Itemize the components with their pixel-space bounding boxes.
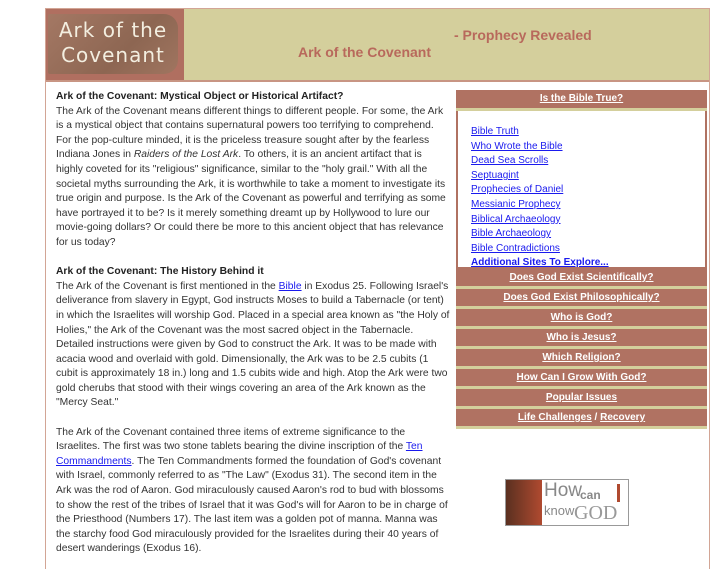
separator: /: [594, 412, 598, 423]
sidebar-link[interactable]: Septuagint: [471, 169, 519, 181]
text: The Ark of the Covenant contained three items of extreme significance to the Israelites. The first was two stone tablets bearing the divine inscription of the: [56, 426, 406, 453]
nav-button: [456, 289, 707, 309]
nav-link[interactable]: Which Religion?: [542, 352, 621, 363]
text: The Ark of the Covenant means different things to different people. For some, the Ark is a mystical object that contains supernatural powers too terrifying to comprehend. For the pop-culture minded, it is the priceless treasure sought after by the fearless Indiana Jones in: [56, 105, 444, 161]
banner-text: can: [580, 488, 601, 502]
nav-button: [456, 369, 707, 389]
paragraph: [56, 426, 451, 557]
nav-button: [456, 409, 707, 429]
logo-text: Ark of the Covenant: [48, 14, 178, 74]
sidebar-link[interactable]: Bible Contradictions: [471, 242, 560, 254]
text: . To others, it is an ancient artifact that is highly coveted for its "religious" significance, similar to the "holy grail." With all the societal myths surrounding the Ark, it is worthwhile to take a moment to investigate its true origin and purpose. Is the Ark of the Covenant as powerful and terrifying as some have portrayed it to be? Is it merely something dreamt up by Hollywood to lure our movie-going dollars? Or could there be more to this ancient object that has relevance for us today?: [56, 149, 446, 248]
life-challenges-link[interactable]: Life Challenges: [517, 412, 592, 423]
sidebar-link[interactable]: Bible Truth: [471, 126, 519, 137]
nav-link[interactable]: Who is Jesus?: [546, 332, 617, 343]
additional-sites-link[interactable]: Additional Sites To Explore...: [471, 257, 609, 269]
nav-button: [456, 389, 707, 409]
paragraph: [56, 280, 451, 411]
site-logo[interactable]: [46, 9, 184, 80]
page-container: [45, 8, 710, 569]
how-can-i-know-god-banner[interactable]: [505, 479, 629, 526]
banner-text: How: [544, 480, 583, 501]
main-content: [56, 90, 451, 572]
nav-button: [456, 309, 707, 329]
ten-commandments-link[interactable]: Ten Commandments: [56, 441, 423, 467]
section-heading: Ark of the Covenant: Mystical Object or Historical Artifact?: [56, 91, 344, 102]
text: . The Ten Commandments formed the foundation of God's covenant with Israel, commonly referred to as "The Law" (Exodus 31). The second item in the Ark was the rod of Aaron. God miraculously caused Aaron's rod to bud with blossoms to show the rest of the tribes of Israel that it was God's will for Aaron to be in charge of the Priesthood (Numbers 17). The last item was a golden pot of manna. Manna was the starchy food God miraculously provided for the Israelites during their 40 years of desert wanderings (Exodus 16).: [56, 455, 448, 555]
nav-link[interactable]: Does God Exist Philosophically?: [503, 292, 660, 303]
bible-link[interactable]: Bible: [278, 280, 302, 292]
header: [46, 9, 709, 82]
sidebar-link[interactable]: Messianic Prophecy: [471, 198, 561, 210]
nav-button: [456, 329, 707, 349]
nav-link[interactable]: Who is God?: [550, 312, 613, 323]
banner-text: GOD: [574, 502, 618, 524]
banner-text: know: [544, 503, 575, 518]
sidebar-link[interactable]: Bible Archaeology: [471, 228, 552, 240]
tagline-prophecy: - Prophecy Revealed: [454, 27, 592, 43]
sidebar-link[interactable]: Who Wrote the Bible: [471, 140, 563, 152]
recovery-link[interactable]: Recovery: [600, 412, 646, 423]
sidebar-link[interactable]: Biblical Archaeology: [471, 213, 561, 225]
nav-button: [456, 269, 707, 289]
section-heading: Ark of the Covenant: The History Behind it: [56, 266, 264, 278]
nav-button: [456, 349, 707, 369]
praying-man-image: [506, 480, 542, 525]
sidebar: [456, 90, 707, 429]
paragraph: [56, 105, 451, 251]
is-bible-true-link[interactable]: Is the Bible True?: [539, 93, 624, 104]
sidebar-link[interactable]: Prophecies of Daniel: [471, 184, 564, 196]
sidebar-header: [456, 90, 707, 111]
sidebar-link[interactable]: Dead Sea Scrolls: [471, 155, 549, 167]
text: in Exodus 25. Following Israel's deliverance from slavery in Egypt, God instructs Moses to build a Tabernacle (or tent) in which the Israelites will worship God. Placed in a special area known as "the Holy of Holies," the Ark of the Covenant was the most sacred object in the Tabernacle. Detailed instructions were given by God to construct the Ark. It was to be made with acacia wood and overlaid with gold. Dimensionally, the Ark was to be 2.5 cubits (1 cubit is approximately 18 in.) long and 1.5 cubits wide and high. Atop the Ark were two gold cherubs that stood with their wings covering an area of the Ark known as the "Mercy Seat.": [56, 280, 450, 409]
nav-link[interactable]: Does God Exist Scientifically?: [509, 272, 654, 283]
banner-i-mark: [617, 484, 620, 502]
text: The Ark of the Covenant is first mentioned in the: [56, 280, 279, 292]
nav-link[interactable]: Popular Issues: [545, 392, 618, 403]
nav-link[interactable]: How Can I Grow With God?: [516, 372, 647, 383]
tagline-ark: Ark of the Covenant: [298, 44, 432, 60]
movie-title: Raiders of the Lost Ark: [133, 149, 239, 161]
sidebar-links: [456, 111, 707, 269]
